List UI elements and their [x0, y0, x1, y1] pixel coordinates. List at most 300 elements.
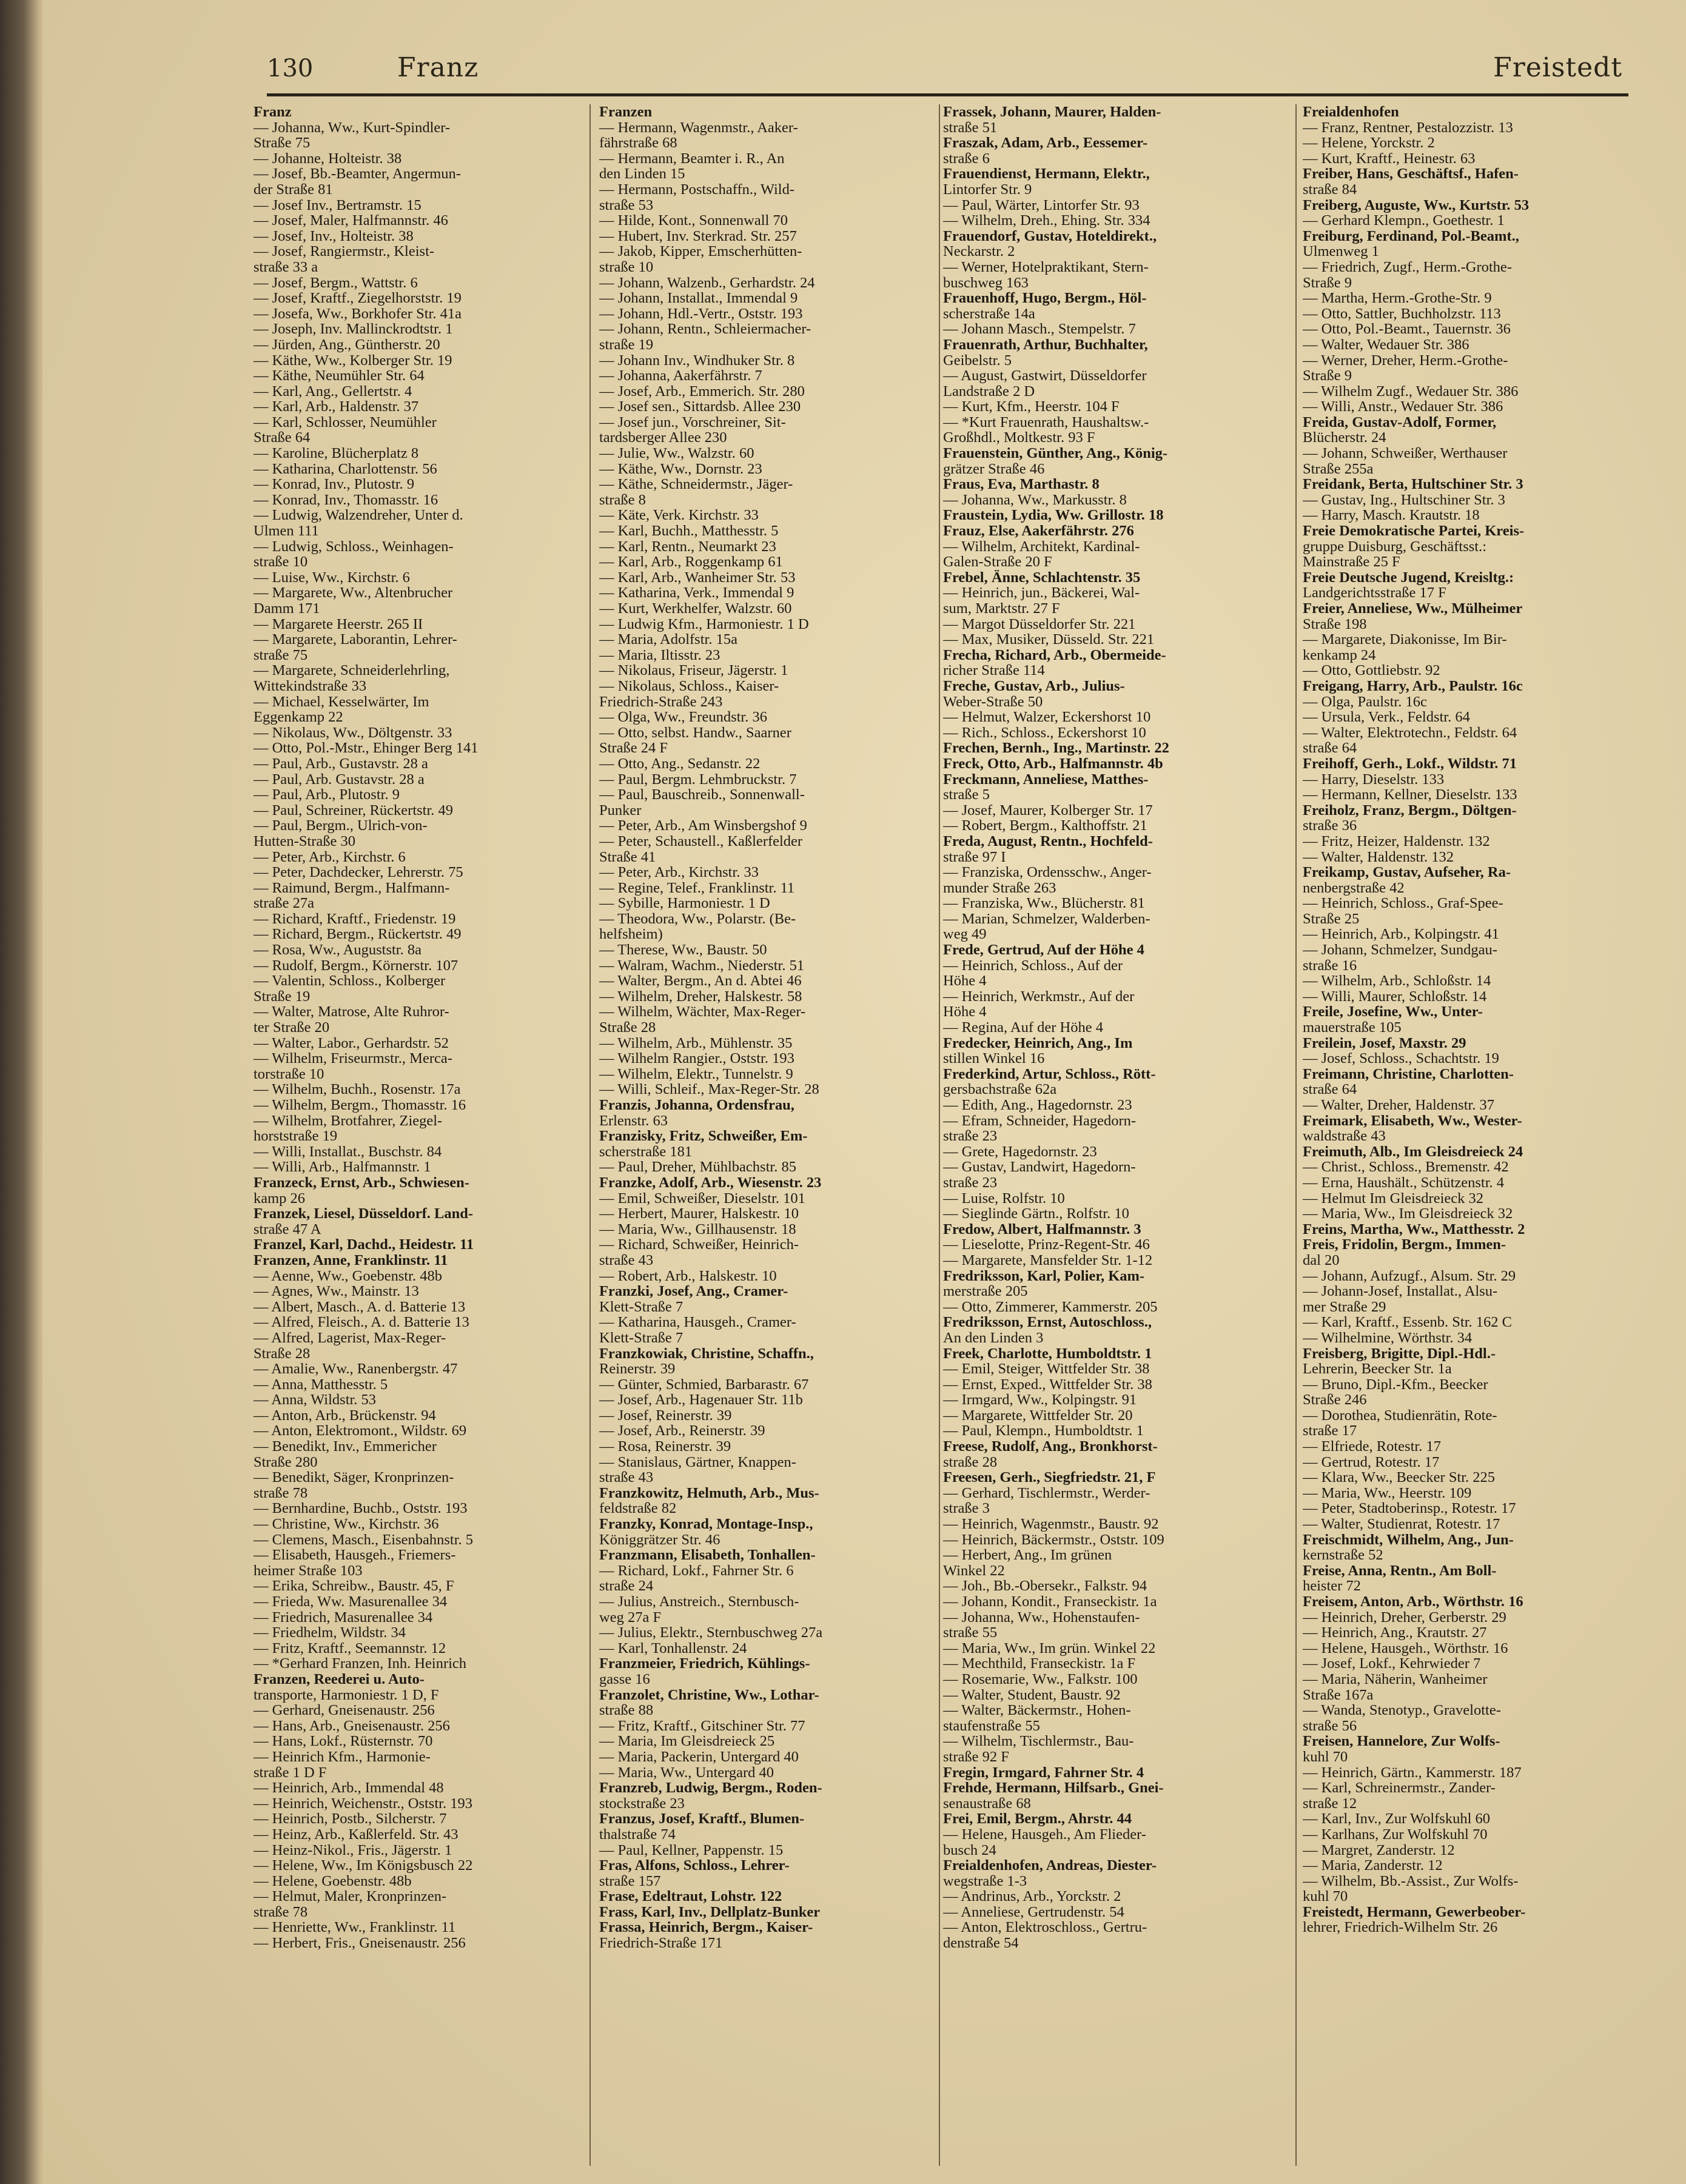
directory-line: straße 10: [254, 554, 308, 570]
directory-line: Freischmidt, Wilhelm, Ang., Jun-: [1303, 1532, 1514, 1548]
directory-line: — Olga, Paulstr. 16c: [1303, 694, 1427, 710]
directory-line: Franzkowitz, Helmuth, Arb., Mus-: [599, 1485, 819, 1501]
directory-line: — Otto, Pol.-Mstr., Ehinger Berg 141: [254, 740, 479, 756]
directory-line: Straße 25: [1303, 911, 1360, 927]
directory-line: — Paul, Kellner, Pappenstr. 15: [599, 1842, 784, 1858]
directory-line: fährstraße 68: [599, 135, 677, 151]
directory-line: — Nikolaus, Friseur, Jägerstr. 1: [599, 663, 788, 678]
directory-line: — Rosemarie, Ww., Falkstr. 100: [943, 1671, 1138, 1687]
directory-line: Frauenrath, Arthur, Buchhalter,: [943, 337, 1148, 353]
directory-line: — Wilhelm, Arb., Mühlenstr. 35: [599, 1035, 793, 1051]
directory-line: wegstraße 1-3: [943, 1873, 1027, 1889]
directory-line: — Margarete, Ww., Altenbrucher: [254, 585, 453, 601]
directory-line: Franzki, Josef, Ang., Cramer-: [599, 1284, 788, 1299]
directory-line: Franz: [254, 104, 292, 120]
directory-line: — Peter, Arb., Kirchstr. 6: [254, 849, 406, 865]
directory-line: — Karl, Schreinermstr., Zander-: [1303, 1780, 1496, 1796]
directory-line: scherstraße 14a: [943, 306, 1035, 322]
directory-line: mauerstraße 105: [1303, 1020, 1402, 1036]
directory-line: — Johanna, Aakerfährstr. 7: [599, 368, 762, 384]
directory-line: — Helene, Yorckstr. 2: [1303, 135, 1435, 151]
directory-line: merstraße 205: [943, 1284, 1028, 1299]
directory-line: — Helmut, Maler, Kronprinzen-: [254, 1889, 447, 1904]
directory-line: — Käthe, Schneidermstr., Jäger-: [599, 477, 793, 492]
directory-line: — Ludwig Kfm., Harmoniestr. 1 D: [599, 616, 809, 632]
directory-line: — Wilhelm, Dreh., Ehing. Str. 334: [943, 213, 1150, 229]
directory-line: Freiburg, Ferdinand, Pol.-Beamt.,: [1303, 228, 1519, 244]
directory-line: — *Kurt Frauenrath, Haushaltsw.-: [943, 414, 1149, 430]
directory-line: — Willi, Maurer, Schloßstr. 14: [1303, 988, 1487, 1005]
directory-line: — Emil, Schweißer, Dieselstr. 101: [599, 1190, 805, 1207]
directory-line: — Josef, Lokf., Kehrwieder 7: [1303, 1656, 1481, 1672]
directory-line: Straße 28: [599, 1020, 656, 1036]
directory-line: Damm 171: [254, 601, 320, 617]
directory-line: — Maria, Ww., Untergard 40: [599, 1764, 774, 1781]
directory-line: Mainstraße 25 F: [1303, 554, 1400, 570]
directory-line: Fredriksson, Ernst, Autoschloss.,: [943, 1315, 1152, 1330]
directory-line: Frauz, Else, Aakerfährstr. 276: [943, 523, 1134, 539]
directory-line: Freihoff, Gerh., Lokf., Wildstr. 71: [1303, 755, 1517, 772]
directory-line: Frassa, Heinrich, Bergm., Kaiser-: [599, 1920, 813, 1936]
directory-line: straße 27a: [254, 896, 314, 911]
directory-line: — Wilhelm, Architekt, Kardinal-: [943, 538, 1140, 555]
directory-line: — Rosa, Ww., Auguststr. 8a: [254, 942, 422, 958]
directory-line: — Gerhard, Gneisenaustr. 256: [254, 1703, 435, 1718]
directory-line: Franzeck, Ernst, Arb., Schwiesen-: [254, 1174, 469, 1191]
directory-line: — Karoline, Blücherplatz 8: [254, 446, 419, 461]
directory-line: — Herbert, Ang., Im grünen: [943, 1547, 1112, 1563]
directory-line: — Josef, Maler, Halfmannstr. 46: [254, 213, 448, 229]
directory-line: — Käthe, Neumühler Str. 64: [254, 368, 425, 384]
directory-line: — Julius, Elektr., Sternbuschweg 27a: [599, 1625, 823, 1641]
directory-line: straße 53: [599, 197, 654, 213]
directory-line: Fredecker, Heinrich, Ang., Im: [943, 1035, 1133, 1051]
directory-line: — Josef, Arb., Hagenauer Str. 11b: [599, 1392, 803, 1408]
directory-line: — Harry, Masch. Krautstr. 18: [1303, 507, 1480, 524]
directory-line: — Herbert, Maurer, Halskestr. 10: [599, 1206, 799, 1222]
directory-line: Ulmen 111: [254, 523, 319, 539]
directory-line: — Johanna, Ww., Markusstr. 8: [943, 492, 1127, 508]
directory-line: kamp 26: [254, 1190, 306, 1207]
directory-line: — Rich., Schloss., Eckershorst 10: [943, 725, 1146, 741]
directory-line: — Käthe, Ww., Dornstr. 23: [599, 461, 762, 477]
directory-line: Freistedt, Hermann, Gewerbeober-: [1303, 1904, 1526, 1920]
directory-line: Friedrich-Straße 243: [599, 694, 723, 710]
directory-line: — Johann, Installat., Immendal 9: [599, 290, 798, 306]
directory-line: straße 64: [1303, 740, 1357, 756]
directory-line: — Hermann, Postschaffn., Wild-: [599, 181, 795, 198]
directory-line: — Heinrich, Arb., Immendal 48: [254, 1780, 444, 1796]
directory-column-4: [1303, 104, 1635, 2166]
directory-line: Freie Deutsche Jugend, Kreisltg.:: [1303, 569, 1514, 586]
directory-line: Straße 255a: [1303, 461, 1374, 477]
directory-line: — Johann Inv., Windhuker Str. 8: [599, 352, 795, 369]
directory-line: — Johann, Schweißer, Werthauser: [1303, 446, 1508, 461]
directory-line: Franzen, Reederei u. Auto-: [254, 1671, 425, 1687]
directory-line: — Johanna, Ww., Kurt-Spindler-: [254, 119, 451, 136]
directory-line: straße 24: [599, 1578, 654, 1594]
directory-line: — Wilhelm, Brotfahrer, Ziegel-: [254, 1113, 443, 1129]
directory-line: — Regina, Auf der Höhe 4: [943, 1020, 1103, 1036]
directory-line: — Hans, Arb., Gneisenaustr. 256: [254, 1718, 450, 1734]
directory-line: Hutten-Straße 30: [254, 833, 356, 849]
directory-line: — Margarete, Wittfelder Str. 20: [943, 1407, 1133, 1424]
directory-line: — Erna, Haushält., Schützenstr. 4: [1303, 1174, 1505, 1191]
directory-line: — Heinrich, Ang., Krautstr. 27: [1303, 1625, 1487, 1641]
directory-line: Franzmann, Elisabeth, Tonhallen-: [599, 1547, 816, 1563]
directory-line: Straße 9: [1303, 368, 1352, 384]
directory-line: — Josef Inv., Bertramstr. 15: [254, 197, 422, 213]
directory-line: — Helmut Im Gleisdreieck 32: [1303, 1190, 1484, 1207]
directory-line: — Maria, Zanderstr. 12: [1303, 1858, 1443, 1874]
directory-line: straße 10: [599, 259, 654, 275]
directory-line: — Henriette, Ww., Franklinstr. 11: [254, 1920, 456, 1936]
directory-line: gruppe Duisburg, Geschäftsst.:: [1303, 538, 1487, 555]
directory-line: — Walter, Student, Baustr. 92: [943, 1687, 1121, 1703]
directory-line: Straße 167a: [1303, 1687, 1374, 1703]
directory-line: — Johann, Schmelzer, Sundgau-: [1303, 942, 1497, 958]
directory-line: — *Gerhard Franzen, Inh. Heinrich: [254, 1656, 467, 1672]
directory-line: straße 56: [1303, 1718, 1357, 1734]
directory-line: sum, Marktstr. 27 F: [943, 601, 1060, 617]
directory-line: Straße 198: [1303, 616, 1367, 632]
directory-line: — Hermann, Beamter i. R., An: [599, 150, 785, 167]
directory-line: — Luise, Ww., Kirchstr. 6: [254, 569, 410, 586]
directory-line: Franzis, Johanna, Ordensfrau,: [599, 1097, 794, 1113]
directory-line: — Anton, Arb., Brückenstr. 94: [254, 1407, 436, 1424]
directory-line: — Agnes, Ww., Mainstr. 13: [254, 1284, 419, 1299]
directory-line: Frede, Gertrud, Auf der Höhe 4: [943, 942, 1144, 958]
directory-line: — Fritz, Heizer, Haldenstr. 132: [1303, 833, 1490, 849]
directory-column-2: [599, 104, 936, 2166]
directory-line: — Walter, Haldenstr. 132: [1303, 849, 1454, 865]
directory-line: — Wilhelm, Wächter, Max-Reger-: [599, 1004, 806, 1020]
directory-line: Freek, Charlotte, Humboldtstr. 1: [943, 1345, 1152, 1362]
directory-line: — Gertrud, Rotestr. 17: [1303, 1454, 1440, 1470]
directory-line: — Paul, Arb., Gustavstr. 28 a: [254, 755, 428, 772]
directory-line: straße 84: [1303, 181, 1357, 198]
directory-line: Erlenstr. 63: [599, 1113, 668, 1129]
directory-line: — Anna, Wildstr. 53: [254, 1392, 377, 1408]
directory-line: — Josef, Kraftf., Ziegelhorststr. 19: [254, 290, 462, 306]
directory-line: Lintorfer Str. 9: [943, 181, 1032, 198]
directory-line: Freche, Gustav, Arb., Julius-: [943, 678, 1125, 694]
directory-line: — Christine, Ww., Kirchstr. 36: [254, 1516, 439, 1532]
directory-line: — Karl, Buchh., Matthesstr. 5: [599, 523, 779, 539]
directory-line: Eggenkamp 22: [254, 709, 343, 725]
directory-line: — Bruno, Dipl.-Kfm., Beecker: [1303, 1376, 1488, 1393]
directory-line: — Heinrich, Dreher, Gerberstr. 29: [1303, 1609, 1506, 1626]
directory-line: — Otto, Gottliebstr. 92: [1303, 663, 1440, 678]
directory-line: straße 47 A: [254, 1221, 321, 1238]
directory-line: grätzer Straße 46: [943, 461, 1045, 477]
directory-line: — Otto, Zimmerer, Kammerstr. 205: [943, 1299, 1158, 1315]
directory-line: — Heinrich, Gärtn., Kammerstr. 187: [1303, 1764, 1522, 1781]
directory-line: Freilein, Josef, Maxstr. 29: [1303, 1035, 1466, 1051]
directory-line: Lehrerin, Beecker Str. 1a: [1303, 1361, 1452, 1377]
directory-line: — Fritz, Kraftf., Gitschiner Str. 77: [599, 1718, 805, 1734]
directory-line: tardsberger Allee 230: [599, 430, 727, 446]
directory-line: Freins, Martha, Ww., Matthesstr. 2: [1303, 1221, 1525, 1238]
directory-line: — Josef jun., Vorschreiner, Sit-: [599, 414, 786, 430]
directory-line: — Josef, Bb.-Beamter, Angermun-: [254, 166, 461, 182]
directory-line: — Margarete, Laborantin, Lehrer-: [254, 632, 457, 648]
directory-line: — Willi, Installat., Buschstr. 84: [254, 1144, 442, 1160]
directory-line: straße 1 D F: [254, 1764, 327, 1781]
directory-line: — Margret, Zanderstr. 12: [1303, 1842, 1455, 1858]
directory-line: Fredow, Albert, Halfmannstr. 3: [943, 1221, 1141, 1238]
directory-line: Königgrätzer Str. 46: [599, 1532, 720, 1548]
directory-line: — Emil, Steiger, Wittfelder Str. 38: [943, 1361, 1150, 1377]
directory-line: — Wilhelmine, Wörthstr. 34: [1303, 1330, 1473, 1346]
directory-line: — Wilhelm Zugf., Wedauer Str. 386: [1303, 383, 1519, 400]
directory-line: — Benedikt, Säger, Kronprinzen-: [254, 1470, 454, 1486]
directory-line: Freisem, Anton, Arb., Wörthstr. 16: [1303, 1594, 1523, 1610]
directory-line: — Raimund, Bergm., Halfmann-: [254, 880, 450, 896]
directory-line: — Heinrich, Schloss., Auf der: [943, 957, 1123, 974]
directory-line: stillen Winkel 16: [943, 1051, 1045, 1067]
directory-line: Frauendorf, Gustav, Hoteldirekt.,: [943, 228, 1157, 244]
directory-line: — Johanna, Ww., Hohenstaufen-: [943, 1609, 1140, 1626]
directory-line: — Elfriede, Rotestr. 17: [1303, 1439, 1441, 1455]
directory-line: — Heinz, Arb., Kaßlerfeld. Str. 43: [254, 1826, 458, 1843]
directory-line: — Benedikt, Inv., Emmericher: [254, 1439, 437, 1455]
directory-line: — Maria, Im Gleisdreieck 25: [599, 1733, 775, 1749]
directory-line: — Theodora, Ww., Polarstr. (Be-: [599, 911, 796, 927]
directory-line: — Mechthild, Franseckistr. 1a F: [943, 1656, 1136, 1672]
directory-line: Wittekindstraße 33: [254, 678, 367, 694]
directory-line: — Hermann, Kellner, Dieselstr. 133: [1303, 787, 1517, 803]
directory-line: der Straße 81: [254, 181, 333, 198]
directory-line: — Robert, Arb., Halskestr. 10: [599, 1268, 777, 1284]
directory-line: — Harry, Dieselstr. 133: [1303, 771, 1445, 788]
directory-line: Straße 246: [1303, 1392, 1367, 1408]
directory-line: — Anton, Elektromont., Wildstr. 69: [254, 1423, 467, 1439]
directory-line: Straße 24 F: [599, 740, 668, 756]
directory-line: — Karl, Arb., Haldenstr. 37: [254, 399, 419, 415]
directory-line: — Therese, Ww., Baustr. 50: [599, 942, 767, 958]
directory-line: straße 33 a: [254, 259, 318, 275]
directory-line: Franzisky, Fritz, Schweißer, Em-: [599, 1128, 808, 1144]
directory-line: Freiber, Hans, Geschäftsf., Hafen-: [1303, 166, 1519, 182]
directory-line: — Johann, Walzenb., Gerhardstr. 24: [599, 275, 815, 291]
directory-line: Frechen, Bernh., Ing., Martinstr. 22: [943, 740, 1169, 756]
directory-line: Frass, Karl, Inv., Dellplatz-Bunker: [599, 1904, 821, 1920]
directory-line: — Walter, Bäckermstr., Hohen-: [943, 1703, 1131, 1718]
directory-line: Landgerichtsstraße 17 F: [1303, 585, 1446, 601]
directory-line: helfsheim): [599, 926, 663, 943]
directory-line: — Hans, Lokf., Rüsternstr. 70: [254, 1733, 433, 1749]
directory-line: — Dorothea, Studienrätin, Rote-: [1303, 1407, 1497, 1424]
directory-line: Freck, Otto, Arb., Halfmannstr. 4b: [943, 755, 1163, 772]
directory-line: — Karl, Arb., Wanheimer Str. 53: [599, 569, 796, 586]
directory-line: Höhe 4: [943, 973, 987, 989]
directory-line: Großhdl., Moltkestr. 93 F: [943, 430, 1095, 446]
directory-line: — Walter, Wedauer Str. 386: [1303, 337, 1469, 353]
directory-line: weg 49: [943, 926, 987, 943]
directory-line: — Hermann, Wagenmstr., Aaker-: [599, 119, 798, 136]
directory-line: — Maria, Näherin, Wanheimer: [1303, 1671, 1488, 1687]
directory-line: heister 72: [1303, 1578, 1361, 1594]
directory-line: — Paul, Klempn., Humboldtstr. 1: [943, 1423, 1144, 1439]
directory-line: straße 16: [1303, 957, 1357, 974]
page-header: [267, 50, 1628, 93]
directory-line: richer Straße 114: [943, 663, 1045, 678]
directory-line: Freese, Rudolf, Ang., Bronkhorst-: [943, 1439, 1158, 1455]
directory-line: Franzek, Liesel, Düsseldorf. Land-: [254, 1206, 474, 1222]
directory-line: — Walter, Elektrotechn., Feldstr. 64: [1303, 725, 1517, 741]
directory-line: — Willi, Arb., Halfmannstr. 1: [254, 1159, 431, 1175]
directory-line: Freda, August, Rentn., Hochfeld-: [943, 833, 1153, 849]
directory-line: — Amalie, Ww., Ranenbergstr. 47: [254, 1361, 458, 1377]
directory-line: — Peter, Arb., Kirchstr. 33: [599, 865, 759, 880]
directory-line: — Willi, Schleif., Max-Reger-Str. 28: [599, 1082, 819, 1097]
directory-line: — Rudolf, Bergm., Körnerstr. 107: [254, 957, 458, 974]
directory-line: — Katharina, Hausgeh., Cramer-: [599, 1315, 796, 1330]
directory-line: — Paul, Bauschreib., Sonnenwall-: [599, 787, 805, 803]
directory-line: — Peter, Dachdecker, Lehrerstr. 75: [254, 865, 463, 880]
directory-line: Franzky, Konrad, Montage-Insp.,: [599, 1516, 813, 1532]
directory-line: kuhl 70: [1303, 1889, 1348, 1904]
directory-line: Frase, Edeltraut, Lohstr. 122: [599, 1889, 782, 1904]
directory-line: nenbergstraße 42: [1303, 880, 1405, 896]
directory-line: Frecha, Richard, Arb., Obermeide-: [943, 647, 1166, 663]
directory-line: — Josef, Bergm., Wattstr. 6: [254, 275, 418, 291]
directory-line: — Efram, Schneider, Hagedorn-: [943, 1113, 1137, 1129]
directory-line: Franzkowiak, Christine, Schaffn.,: [599, 1345, 814, 1362]
directory-line: — Wilhelm, Buchh., Rosenstr. 17a: [254, 1082, 461, 1097]
directory-line: — Heinrich, Weichenstr., Oststr. 193: [254, 1795, 472, 1812]
directory-line: Freesen, Gerh., Siegfriedstr. 21, F: [943, 1470, 1156, 1486]
directory-line: — Martha, Herm.-Grothe-Str. 9: [1303, 290, 1492, 306]
directory-line: — Maria, Ww., Im Gleisdreieck 32: [1303, 1206, 1513, 1222]
directory-line: — Edith, Ang., Hagedornstr. 23: [943, 1097, 1132, 1113]
directory-line: Höhe 4: [943, 1004, 987, 1020]
directory-line: gasse 16: [599, 1671, 650, 1687]
directory-line: straße 17: [1303, 1423, 1357, 1439]
directory-line: — Paul, Dreher, Mühlbachstr. 85: [599, 1159, 796, 1175]
directory-line: — Gustav, Landwirt, Hagedorn-: [943, 1159, 1136, 1175]
directory-line: Frebel, Änne, Schlachtenstr. 35: [943, 569, 1141, 586]
directory-line: — Johann, Aufzugf., Alsum. Str. 29: [1303, 1268, 1516, 1284]
running-head-right: Freistedt: [1493, 52, 1622, 83]
directory-line: — Paul, Wärter, Lintorfer Str. 93: [943, 197, 1140, 213]
directory-line: Franzolet, Christine, Ww., Lothar-: [599, 1687, 819, 1703]
directory-line: — Ursula, Verk., Feldstr. 64: [1303, 709, 1470, 725]
directory-line: thalstraße 74: [599, 1826, 676, 1843]
directory-line: — Helene, Hausgeh., Wörthstr. 16: [1303, 1640, 1508, 1656]
directory-line: gersbachstraße 62a: [943, 1082, 1057, 1097]
directory-line: horststraße 19: [254, 1128, 338, 1144]
directory-line: straße 36: [1303, 818, 1357, 834]
directory-line: — Hilde, Kont., Sonnenwall 70: [599, 213, 788, 229]
directory-line: Freis, Fridolin, Bergm., Immen-: [1303, 1237, 1506, 1253]
page-number: 130: [267, 55, 314, 82]
directory-line: — Max, Musiker, Düsseld. Str. 221: [943, 632, 1155, 648]
header-rule: [267, 93, 1628, 96]
directory-line: — Helene, Hausgeh., Am Flieder-: [943, 1826, 1146, 1843]
directory-line: Weber-Straße 50: [943, 694, 1043, 710]
directory-line: Freialdenhofen: [1303, 104, 1399, 120]
directory-line: buschweg 163: [943, 275, 1029, 291]
directory-line: Frederkind, Artur, Schloss., Rött-: [943, 1066, 1156, 1082]
directory-line: straße 23: [943, 1174, 998, 1191]
directory-line: Franzen: [599, 104, 653, 120]
directory-line: — Josef, Arb., Reinerstr. 39: [599, 1423, 765, 1439]
directory-line: straße 92 F: [943, 1749, 1009, 1765]
directory-line: — Lieselotte, Prinz-Regent-Str. 46: [943, 1237, 1150, 1253]
directory-line: Frauenhoff, Hugo, Bergm., Höl-: [943, 290, 1147, 306]
directory-line: Landstraße 2 D: [943, 383, 1035, 400]
directory-line: — Margarete, Diakonisse, Im Bir-: [1303, 632, 1507, 648]
directory-line: Freida, Gustav-Adolf, Former,: [1303, 414, 1497, 430]
running-head-left: Franz: [397, 52, 479, 83]
directory-line: Freisen, Hannelore, Zur Wolfs-: [1303, 1733, 1500, 1749]
directory-line: — Michael, Kesselwärter, Im: [254, 694, 429, 710]
directory-line: — Joseph, Inv. Mallinckrodtstr. 1: [254, 321, 453, 337]
directory-line: Freisberg, Brigitte, Dipl.-Hdl.-: [1303, 1345, 1496, 1362]
directory-line: — Maria, Iltisstr. 23: [599, 647, 720, 663]
directory-line: — Helene, Goebenstr. 48b: [254, 1873, 412, 1889]
directory-line: — Günter, Schmied, Barbarastr. 67: [599, 1376, 809, 1393]
directory-line: Freimuth, Alb., Im Gleisdreieck 24: [1303, 1144, 1523, 1160]
directory-line: — Ludwig, Walzendreher, Unter d.: [254, 507, 463, 524]
directory-line: — Wilhelm, Friseurmstr., Merca-: [254, 1051, 452, 1067]
directory-line: Punker: [599, 802, 642, 819]
directory-line: Freiholz, Franz, Bergm., Döltgen-: [1303, 802, 1517, 819]
directory-line: Freie Demokratische Partei, Kreis-: [1303, 523, 1525, 539]
directory-line: Fraszak, Adam, Arb., Eessemer-: [943, 135, 1148, 151]
directory-line: — Sybille, Harmoniestr. 1 D: [599, 896, 770, 911]
directory-line: — Wilhelm, Arb., Schloßstr. 14: [1303, 973, 1491, 989]
directory-line: — Joh., Bb.-Obersekr., Falkstr. 94: [943, 1578, 1147, 1594]
directory-line: — Otto, Sattler, Buchholzstr. 113: [1303, 306, 1501, 322]
directory-line: — Anneliese, Gertrudenstr. 54: [943, 1904, 1124, 1920]
directory-line: — Wilhelm, Tischlermstr., Bau-: [943, 1733, 1134, 1749]
directory-line: — Olga, Ww., Freundstr. 36: [599, 709, 767, 725]
directory-line: — Maria, Ww., Im grün. Winkel 22: [943, 1640, 1156, 1656]
directory-line: — Grete, Hagedornstr. 23: [943, 1144, 1097, 1160]
directory-line: transporte, Harmoniestr. 1 D, F: [254, 1687, 439, 1703]
directory-line: — Karl, Tonhallenstr. 24: [599, 1640, 747, 1656]
directory-line: — Wilhelm, Elektr., Tunnelstr. 9: [599, 1066, 793, 1082]
directory-line: — August, Gastwirt, Düsseldorfer: [943, 368, 1147, 384]
directory-line: — Josef, Maurer, Kolberger Str. 17: [943, 802, 1153, 819]
directory-line: — Walram, Wachm., Niederstr. 51: [599, 957, 805, 974]
directory-line: Franzke, Adolf, Arb., Wiesenstr. 23: [599, 1174, 822, 1191]
directory-line: — Erika, Schreibw., Baustr. 45, F: [254, 1578, 454, 1594]
directory-line: Fras, Alfons, Schloss., Lehrer-: [599, 1858, 790, 1874]
directory-line: — Otto, selbst. Handw., Saarner: [599, 725, 791, 741]
directory-line: Franzen, Anne, Franklinstr. 11: [254, 1252, 448, 1268]
directory-line: — Heinrich, Bäckermstr., Oststr. 109: [943, 1532, 1164, 1548]
directory-line: straße 43: [599, 1252, 654, 1268]
directory-line: — Alfred, Lagerist, Max-Reger-: [254, 1330, 446, 1346]
directory-line: — Jürden, Ang., Güntherstr. 20: [254, 337, 440, 353]
directory-line: Franzel, Karl, Dachd., Heidestr. 11: [254, 1237, 474, 1253]
directory-column-1: [254, 104, 578, 2166]
directory-line: — Heinz-Nikol., Fris., Jägerstr. 1: [254, 1842, 452, 1858]
directory-line: — Käthe, Ww., Kolberger Str. 19: [254, 352, 452, 369]
directory-line: Freise, Anna, Rentn., Am Boll-: [1303, 1563, 1497, 1579]
directory-line: — Wilhelm, Dreher, Halskestr. 58: [599, 988, 802, 1005]
directory-line: — Josef, Arb., Emmerich. Str. 280: [599, 383, 805, 400]
directory-line: — Walter, Bergm., An d. Abtei 46: [599, 973, 802, 989]
directory-line: — Sieglinde Gärtn., Rolfstr. 10: [943, 1206, 1129, 1222]
directory-line: Fredriksson, Karl, Polier, Kam-: [943, 1268, 1145, 1284]
directory-line: — Wanda, Stenotyp., Gravelotte-: [1303, 1703, 1501, 1718]
directory-line: Freialdenhofen, Andreas, Diester-: [943, 1858, 1157, 1874]
